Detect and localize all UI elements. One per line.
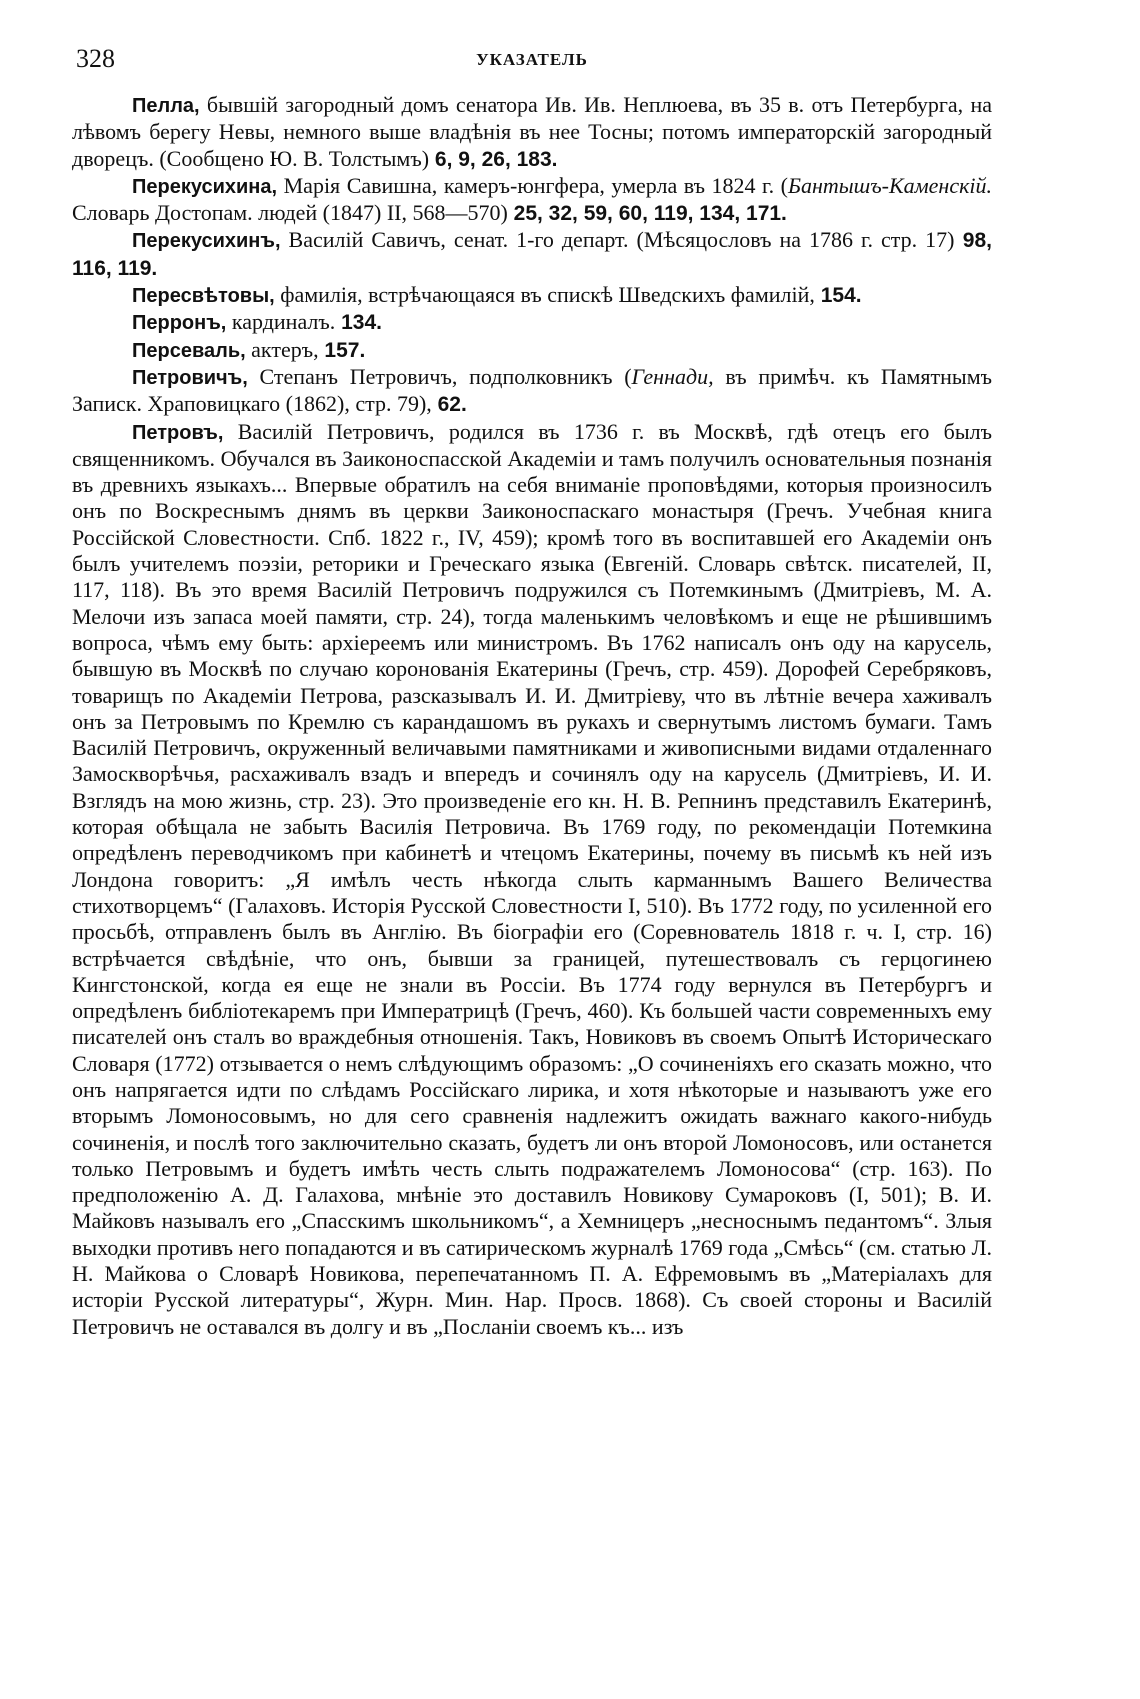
entry-page-refs: 62. <box>431 393 467 417</box>
entry-text: кардиналъ. <box>226 309 336 335</box>
entry-text: Василій Савичъ, сенат. 1-го департ. (Мѣсяцословъ на 1786 г. стр. 17) <box>280 227 955 253</box>
entry-heading: Петровичъ, <box>132 366 248 389</box>
entry-heading: Перронъ, <box>132 312 227 335</box>
entry-page-refs: 6, 9, 26, 183. <box>429 147 558 171</box>
index-entry-perekusikhin <box>72 227 992 282</box>
index-entry-perron <box>72 309 992 336</box>
entry-page-refs: 154. <box>814 284 862 308</box>
page-header <box>72 44 992 80</box>
entry-page-refs: 25, 32, 59, 60, 119, 134, 171. <box>507 202 787 226</box>
entry-text: Василій Петровичъ, родился въ 1736 г. въ Москвѣ, гдѣ отецъ его былъ священникомъ. Обучался въ Заиконоспасской Академіи и тамъ получилъ основательныя познанія въ древнихъ языкахъ... Впервые обратилъ на себя вниманіе проповѣдями, которыя произносилъ онъ по Воскреснымъ днямъ въ церкви Заиконоспаскаго монастыря (Гречъ. Учебная книга Россійской Словестности. Спб. 1822 г., IV, 459); кромѣ того въ воспитавшей его Академіи онъ былъ учителемъ поэзіи, реторики и Греческаго языка (Евгеній. Словарь свѣтск. писателей, II, 117, 118). Въ это время Василій Петровичъ подружился съ Потемкинымъ (Дмитріевъ, М. А. Мелочи изъ запаса моей памяти, стр. 24), тогда маленькимъ человѣкомъ и еще не рѣшившимъ вопроса, чѣмъ ему быть: архіереемъ или министромъ. Въ 1762 написалъ онъ оду на карусель, бывшую въ Москвѣ по случаю коронованія Екатерины (Гречъ, стр. 459). Дорофей Серебряковъ, товарищъ по Академіи Петрова, разсказывалъ И. И. Дмитріеву, что въ лѣтніе вечера хаживалъ онъ за Петровымъ по Кремлю съ карандашомъ въ рукахъ и свернутымъ листомъ бумаги. Тамъ Василій Петровичъ, окруженный величавыми памятниками и живописными видами отдаленнаго Замоскворѣчья, расхаживалъ взадъ и впередъ и сочинялъ оду на карусель (Дмитріевъ, И. И. Взглядъ на мою жизнь, стр. 23). Это произведеніе его кн. Н. В. Репнинъ представилъ Екатеринѣ, которая обѣщала не забыть Василія Петровича. Въ 1769 году, по рекомендаціи Потемкина опредѣленъ переводчикомъ при кабинетѣ и чтецомъ Екатерины, почему въ письмѣ къ ней изъ Лондона говоритъ: „Я имѣлъ честь нѣкогда слыть карманнымъ Вашего Величества стихотворцемъ“ (Галаховъ. Исторія Русской Словестности I, 510). Въ 1772 году, по усиленной его просьбѣ, отправленъ былъ въ Англію. Въ біографіи его (Соревнователь 1818 г. ч. I, стр. 16) встрѣчается свѣдѣніе, что онъ, бывши за границей, путешествовалъ съ герцогинею Кингстонской, когда ея еще не знали въ Россіи. Въ 1774 году вернулся въ Петербургъ и опредѣленъ библіотекаремъ при Императрицѣ (Гречъ, 460). Къ большей части современныхъ ему писателей онъ сталъ во враждебныя отношенія. Такъ, Новиковъ въ своемъ Опытѣ Историческаго Словаря (1772) отзывается о немъ слѣдующимъ образомъ: „О сочиненіяхъ его сказать можно, что онъ напрягается идти по слѣдамъ Россійскаго лирика, и хотя нѣкоторые и называютъ уже его вторымъ Ломоносовымъ, но для сего сравненія надлежитъ ожидать важнаго какого-нибудь сочиненія, и послѣ того заключительно сказать, будетъ ли онъ второй Ломоносовъ, или останется только Петровымъ и будетъ имѣть честь слыть подражателемъ Ломоносова“ (стр. 163). По предположенію А. Д. Галахова, мнѣніе это доставилъ Новикову Сумароковъ (I, 501); В. И. Майковъ называлъ его „Спасскимъ школьникомъ“, а Хемницеръ „несноснымъ педантомъ“. Злыя выходки противъ него попадаются и въ сатирическомъ журналѣ 1769 года „Смѣсь“ (см. статью Л. Н. Майкова о Словарѣ Новикова, перепечатанномъ П. А. Ефремовымъ въ „Матеріалахъ для исторіи Русской литературы“, Журн. Мин. Нар. Просв. 1868). Съ своей стороны и Василій Петровичъ не оставался въ долгу и въ „Посланіи своемъ къ... изъ <box>72 418 992 1339</box>
entry-text: Степанъ Петровичъ, подполковникъ ( <box>247 363 632 389</box>
entry-text: Марія Савишна, камеръ-юнгфера, умерла въ 1824 г. ( <box>277 172 788 198</box>
index-entry-peresvetovy <box>72 282 992 309</box>
index-body <box>72 92 992 1340</box>
entry-text-cont: въ примѣч. къ Памятнымъ Записк. Храповицкаго (1862), стр. 79), <box>72 363 993 417</box>
entry-heading: Пелла, <box>132 95 200 117</box>
index-entry-perekusikhina <box>72 173 992 228</box>
entry-heading: Петровъ, <box>132 421 224 444</box>
entry-text: актеръ, <box>245 336 319 362</box>
entry-page-refs: 134. <box>335 311 382 335</box>
entry-text: бывшій загородный домъ сенатора Ив. Ив. Неплюева, въ 35 в. отъ Петербурга, на лѣвомъ берегу Невы, немного выше владѣнія въ нее Тосны; потомъ императорскій загородный дворецъ. (Сообщено Ю. В. Толстымъ) <box>72 92 992 171</box>
running-title: УКАЗАТЕЛЬ <box>476 50 588 69</box>
entry-page-refs: 157. <box>318 338 366 362</box>
entry-page-refs: 98, 116, 119. <box>72 229 992 280</box>
index-entry-petrovich <box>72 364 992 419</box>
page-number: 328 <box>76 44 115 73</box>
entry-text: фамилія, встрѣчающаяся въ спискѣ Шведскихъ фамилій, <box>274 282 815 308</box>
entry-heading: Пересвѣтовы, <box>132 285 275 308</box>
index-entry-petrov <box>72 419 992 1340</box>
entry-source: Геннади, <box>631 363 714 389</box>
index-entry-pella <box>72 92 992 173</box>
entry-text-cont: Словарь Достопам. людей (1847) II, 568—570) <box>72 200 508 226</box>
entry-heading: Перекусихинъ, <box>132 230 281 253</box>
entry-source: Бантышъ-Каменскій. <box>787 172 992 198</box>
index-entry-perseval <box>72 337 992 364</box>
entry-heading: Перекусихина, <box>132 175 278 198</box>
entry-heading: Персеваль, <box>132 339 246 362</box>
